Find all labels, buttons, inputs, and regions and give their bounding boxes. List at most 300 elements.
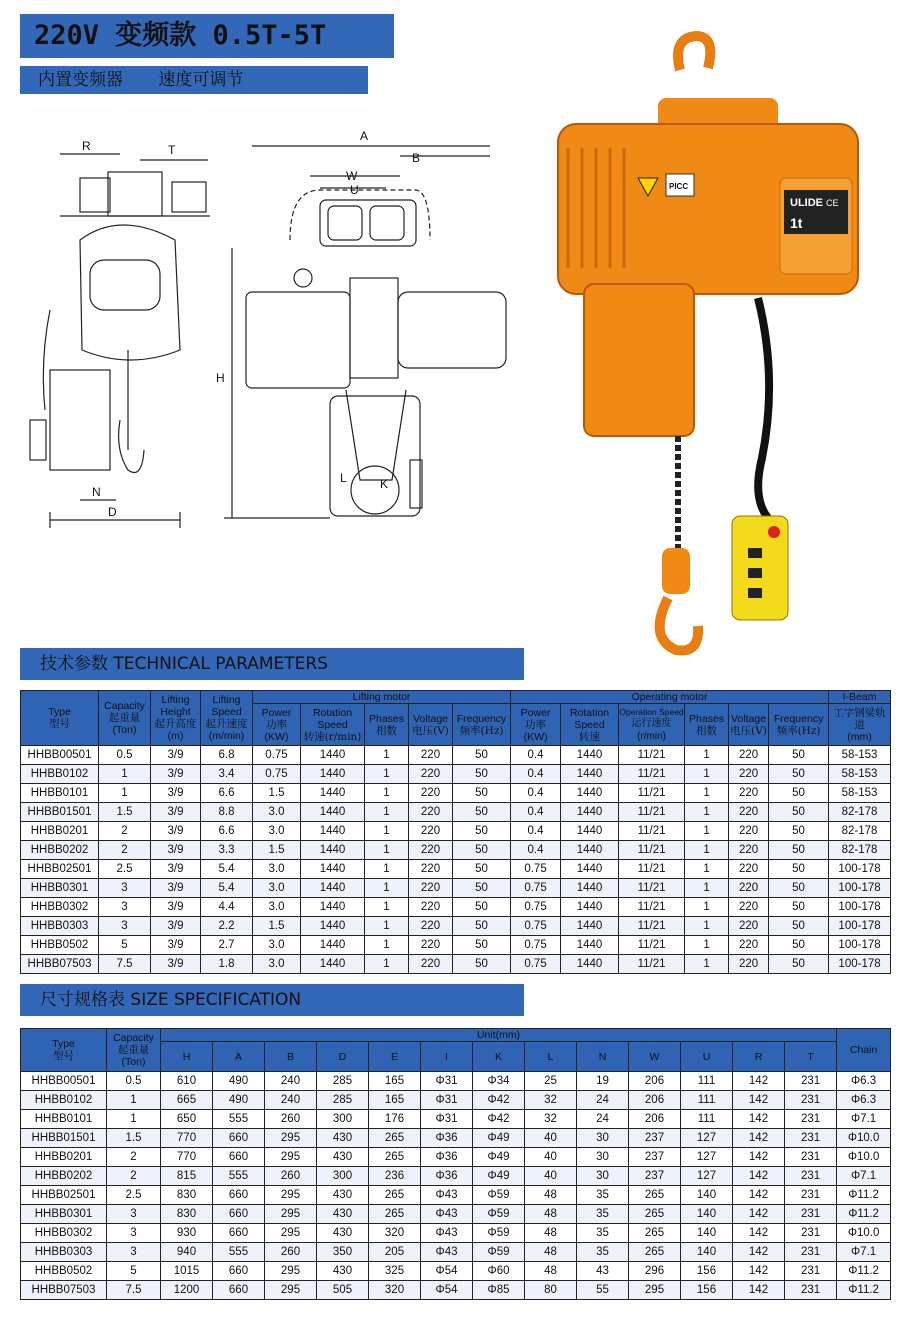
table-cell: 111	[681, 1091, 733, 1110]
table-cell: 231	[785, 1281, 837, 1300]
table-cell: 430	[317, 1262, 369, 1281]
table-cell: 142	[733, 1281, 785, 1300]
table-cell: 3/9	[151, 803, 201, 822]
table-cell: 295	[265, 1186, 317, 1205]
table-cell: 142	[733, 1129, 785, 1148]
table-cell: Φ11.2	[837, 1262, 891, 1281]
table-cell: 1.5	[107, 1129, 161, 1148]
table-cell: 231	[785, 1091, 837, 1110]
col-op-frequency: Frequency 频率(Hz)	[769, 704, 829, 746]
table-row	[21, 746, 891, 765]
col-type: Type 型号	[21, 691, 99, 746]
table-cell: 50	[453, 898, 511, 917]
table-cell: HHBB02501	[21, 860, 99, 879]
tech-section-title: 技术参数 TECHNICAL PARAMETERS	[20, 648, 524, 680]
table-cell: 50	[769, 860, 829, 879]
table-cell: 295	[265, 1262, 317, 1281]
table-cell: 1.5	[253, 784, 301, 803]
size-dim-header: L	[525, 1042, 577, 1072]
table-cell: 11/21	[619, 936, 685, 955]
table-cell: 24	[577, 1110, 629, 1129]
table-cell: Φ31	[421, 1110, 473, 1129]
table-cell: 3/9	[151, 936, 201, 955]
size-dim-header: R	[733, 1042, 785, 1072]
table-cell: 505	[317, 1281, 369, 1300]
table-cell: 265	[629, 1205, 681, 1224]
table-cell: 295	[265, 1205, 317, 1224]
table-cell: HHBB07503	[21, 955, 99, 974]
table-cell: 237	[629, 1167, 681, 1186]
table-cell: HHBB0303	[21, 1243, 107, 1262]
table-cell: 100-178	[829, 917, 891, 936]
table-cell: HHBB0301	[21, 1205, 107, 1224]
table-cell: 3/9	[151, 879, 201, 898]
table-cell: 1440	[301, 765, 365, 784]
table-cell: 1440	[301, 898, 365, 917]
table-cell: 231	[785, 1148, 837, 1167]
table-cell: 3.0	[253, 879, 301, 898]
table-cell: 50	[769, 746, 829, 765]
table-row	[21, 841, 891, 860]
table-cell: 3.4	[201, 765, 253, 784]
table-cell: 1200	[161, 1281, 213, 1300]
table-cell: Φ36	[421, 1129, 473, 1148]
table-cell: 100-178	[829, 936, 891, 955]
table-cell: 1	[365, 879, 409, 898]
table-cell: 1440	[301, 936, 365, 955]
label-N: N	[92, 485, 101, 499]
table-cell: 142	[733, 1224, 785, 1243]
table-cell: 660	[213, 1148, 265, 1167]
table-cell: 142	[733, 1167, 785, 1186]
table-cell: 1440	[301, 955, 365, 974]
table-cell: 7.5	[99, 955, 151, 974]
table-cell: 220	[409, 765, 453, 784]
subtitle-right: 速度可调节	[158, 70, 244, 90]
col-op-speed: Operation Speed 运行速度 (r/min)	[619, 704, 685, 746]
col-op-power: Power 功率 (KW)	[511, 704, 561, 746]
table-cell: 0.4	[511, 746, 561, 765]
table-cell: 50	[769, 898, 829, 917]
table-cell: HHBB00501	[21, 746, 99, 765]
table-cell: Φ7.1	[837, 1167, 891, 1186]
table-cell: 1	[365, 860, 409, 879]
table-cell: 55	[577, 1281, 629, 1300]
table-cell: 5	[107, 1262, 161, 1281]
table-cell: 1440	[561, 898, 619, 917]
table-cell: 260	[265, 1110, 317, 1129]
table-cell: Φ7.1	[837, 1243, 891, 1262]
table-cell: Φ54	[421, 1262, 473, 1281]
table-cell: 320	[369, 1281, 421, 1300]
table-cell: 3/9	[151, 822, 201, 841]
table-cell: 50	[453, 936, 511, 955]
table-cell: 295	[265, 1224, 317, 1243]
table-cell: 231	[785, 1243, 837, 1262]
label-B: B	[412, 151, 421, 165]
table-cell: 1440	[561, 936, 619, 955]
table-cell: Φ11.2	[837, 1205, 891, 1224]
table-row	[21, 1281, 891, 1300]
table-cell: Φ7.1	[837, 1110, 891, 1129]
table-cell: 430	[317, 1186, 369, 1205]
table-cell: 220	[409, 803, 453, 822]
table-cell: 142	[733, 1186, 785, 1205]
table-cell: 940	[161, 1243, 213, 1262]
table-cell: 770	[161, 1129, 213, 1148]
table-cell: 0.75	[511, 879, 561, 898]
table-cell: 1440	[301, 879, 365, 898]
table-row	[21, 1072, 891, 1091]
table-cell: HHBB0201	[21, 1148, 107, 1167]
table-cell: 660	[213, 1224, 265, 1243]
table-cell: 100-178	[829, 860, 891, 879]
table-cell: 1	[365, 955, 409, 974]
table-cell: 1	[685, 765, 729, 784]
table-cell: HHBB0101	[21, 1110, 107, 1129]
table-cell: 5	[99, 936, 151, 955]
table-cell: 58-153	[829, 746, 891, 765]
table-cell: 30	[577, 1167, 629, 1186]
table-cell: 48	[525, 1224, 577, 1243]
table-cell: 0.75	[511, 898, 561, 917]
table-cell: 296	[629, 1262, 681, 1281]
table-cell: HHBB0302	[21, 898, 99, 917]
table-cell: 265	[629, 1186, 681, 1205]
table-cell: 3.0	[253, 898, 301, 917]
table-row	[21, 1148, 891, 1167]
table-cell: 1440	[561, 860, 619, 879]
table-cell: Φ10.0	[837, 1224, 891, 1243]
brand-label: ULIDE	[790, 197, 823, 209]
table-row	[21, 1243, 891, 1262]
table-cell: 815	[161, 1167, 213, 1186]
table-row	[21, 879, 891, 898]
table-cell: 1.8	[201, 955, 253, 974]
table-cell: Φ59	[473, 1224, 525, 1243]
table-cell: Φ43	[421, 1243, 473, 1262]
size-dim-header: D	[317, 1042, 369, 1072]
table-cell: 220	[729, 841, 769, 860]
table-cell: 220	[729, 898, 769, 917]
table-cell: 220	[409, 784, 453, 803]
table-cell: 220	[729, 746, 769, 765]
table-cell: 140	[681, 1186, 733, 1205]
table-cell: 0.75	[511, 955, 561, 974]
label-R: R	[82, 139, 91, 153]
table-cell: 50	[769, 936, 829, 955]
page-title: 220V 变频款 0.5T-5T	[20, 14, 394, 58]
table-cell: 206	[629, 1091, 681, 1110]
table-cell: 140	[681, 1205, 733, 1224]
size-col-capacity: Capacity 起重量 (Ton)	[107, 1029, 161, 1072]
table-cell: HHBB0303	[21, 917, 99, 936]
table-cell: 11/21	[619, 803, 685, 822]
table-cell: 7.5	[107, 1281, 161, 1300]
table-cell: 111	[681, 1072, 733, 1091]
ce-label: CE	[826, 198, 839, 208]
table-cell: 240	[265, 1072, 317, 1091]
table-cell: 1440	[561, 746, 619, 765]
label-A: A	[360, 129, 369, 143]
table-cell: Φ43	[421, 1186, 473, 1205]
table-cell: 140	[681, 1224, 733, 1243]
table-cell: 1	[107, 1110, 161, 1129]
table-cell: 660	[213, 1186, 265, 1205]
table-cell: Φ59	[473, 1205, 525, 1224]
table-cell: 50	[453, 860, 511, 879]
table-cell: 1440	[301, 822, 365, 841]
col-speed: Lifting Speed 起升速度 (m/min)	[201, 691, 253, 746]
table-cell: Φ59	[473, 1243, 525, 1262]
table-row	[21, 1205, 891, 1224]
table-cell: 1.5	[253, 841, 301, 860]
table-cell: 265	[369, 1205, 421, 1224]
col-height: Lifting Height 起升高度 (m)	[151, 691, 201, 746]
table-row	[21, 822, 891, 841]
table-cell: 325	[369, 1262, 421, 1281]
table-cell: 1	[685, 803, 729, 822]
table-row	[21, 1262, 891, 1281]
table-cell: 220	[409, 746, 453, 765]
table-cell: 430	[317, 1148, 369, 1167]
table-cell: 220	[729, 803, 769, 822]
capacity-label: 1t	[790, 215, 803, 231]
table-cell: 3.0	[253, 955, 301, 974]
table-row	[21, 765, 891, 784]
table-cell: 165	[369, 1072, 421, 1091]
table-cell: HHBB0502	[21, 1262, 107, 1281]
table-cell: 231	[785, 1129, 837, 1148]
table-cell: 11/21	[619, 784, 685, 803]
table-cell: 142	[733, 1091, 785, 1110]
table-cell: 555	[213, 1110, 265, 1129]
table-cell: 100-178	[829, 955, 891, 974]
table-row	[21, 898, 891, 917]
table-cell: 1	[107, 1091, 161, 1110]
table-cell: 127	[681, 1148, 733, 1167]
table-cell: 1.5	[99, 803, 151, 822]
table-cell: 0.4	[511, 822, 561, 841]
table-cell: 3.0	[253, 860, 301, 879]
table-cell: 231	[785, 1186, 837, 1205]
table-cell: 830	[161, 1186, 213, 1205]
table-cell: 285	[317, 1072, 369, 1091]
technical-parameters-table	[20, 690, 891, 974]
table-cell: 205	[369, 1243, 421, 1262]
table-cell: HHBB0302	[21, 1224, 107, 1243]
table-cell: 1440	[561, 917, 619, 936]
table-cell: 1	[685, 746, 729, 765]
table-cell: 0.75	[511, 860, 561, 879]
table-cell: 1	[685, 841, 729, 860]
table-cell: 3/9	[151, 746, 201, 765]
size-dim-header: A	[213, 1042, 265, 1072]
table-cell: 50	[453, 879, 511, 898]
table-cell: 295	[265, 1129, 317, 1148]
table-cell: Φ6.3	[837, 1091, 891, 1110]
table-cell: HHBB0202	[21, 841, 99, 860]
table-cell: 35	[577, 1186, 629, 1205]
table-cell: 50	[453, 784, 511, 803]
table-cell: Φ31	[421, 1072, 473, 1091]
table-cell: HHBB0102	[21, 765, 99, 784]
table-cell: 0.75	[511, 917, 561, 936]
table-cell: 295	[265, 1281, 317, 1300]
table-cell: 142	[733, 1262, 785, 1281]
table-cell: 142	[733, 1243, 785, 1262]
col-rotation: Rotation Speed 转速(r/min)	[301, 704, 365, 746]
table-cell: 220	[409, 822, 453, 841]
table-cell: 220	[729, 765, 769, 784]
table-cell: 35	[577, 1243, 629, 1262]
label-T: T	[168, 143, 176, 157]
table-cell: 1440	[301, 860, 365, 879]
table-cell: 0.4	[511, 784, 561, 803]
table-cell: 142	[733, 1072, 785, 1091]
table-cell: 220	[729, 936, 769, 955]
size-section-title: 尺寸规格表 SIZE SPECIFICATION	[20, 984, 524, 1016]
table-cell: 265	[629, 1243, 681, 1262]
size-dim-header: U	[681, 1042, 733, 1072]
table-cell: 50	[453, 822, 511, 841]
table-cell: 1	[365, 841, 409, 860]
col-op-phases: Phases 相数	[685, 704, 729, 746]
table-cell: 48	[525, 1205, 577, 1224]
table-cell: 660	[213, 1281, 265, 1300]
table-cell: 0.75	[253, 746, 301, 765]
table-cell: 220	[729, 917, 769, 936]
table-cell: 127	[681, 1129, 733, 1148]
table-cell: Φ59	[473, 1186, 525, 1205]
size-col-chain: Chain	[837, 1029, 891, 1072]
table-row	[21, 936, 891, 955]
col-op-voltage: Voltage 电压(V)	[729, 704, 769, 746]
table-cell: 3	[99, 898, 151, 917]
table-cell: 11/21	[619, 765, 685, 784]
label-U: U	[350, 183, 359, 197]
table-cell: 231	[785, 1072, 837, 1091]
col-voltage: Voltage 电压(V)	[409, 704, 453, 746]
col-op-rotation: Rotation Speed 转速	[561, 704, 619, 746]
table-cell: 30	[577, 1148, 629, 1167]
table-cell: Φ6.3	[837, 1072, 891, 1091]
table-cell: 206	[629, 1072, 681, 1091]
table-cell: 265	[369, 1148, 421, 1167]
table-cell: 11/21	[619, 841, 685, 860]
table-cell: 3	[99, 879, 151, 898]
dimension-drawing	[20, 120, 520, 540]
table-cell: 3/9	[151, 898, 201, 917]
table-cell: 260	[265, 1167, 317, 1186]
table-cell: 1	[365, 784, 409, 803]
table-cell: 82-178	[829, 822, 891, 841]
table-cell: HHBB0201	[21, 822, 99, 841]
hoist-photo	[548, 28, 868, 660]
table-cell: 0.75	[511, 936, 561, 955]
table-cell: HHBB02501	[21, 1186, 107, 1205]
table-cell: 3/9	[151, 841, 201, 860]
table-cell: 40	[525, 1129, 577, 1148]
table-cell: 237	[629, 1129, 681, 1148]
table-cell: 3.0	[253, 822, 301, 841]
table-cell: 8.8	[201, 803, 253, 822]
table-cell: Φ11.2	[837, 1281, 891, 1300]
table-cell: 1	[685, 879, 729, 898]
table-cell: 300	[317, 1167, 369, 1186]
table-cell: 660	[213, 1129, 265, 1148]
table-cell: 2	[107, 1148, 161, 1167]
size-dim-header: H	[161, 1042, 213, 1072]
table-cell: 1	[685, 784, 729, 803]
table-cell: 1	[685, 822, 729, 841]
table-cell: 350	[317, 1243, 369, 1262]
size-dim-header: I	[421, 1042, 473, 1072]
table-cell: 100-178	[829, 879, 891, 898]
table-row	[21, 1167, 891, 1186]
table-cell: 430	[317, 1224, 369, 1243]
table-cell: 3.3	[201, 841, 253, 860]
table-cell: 3	[107, 1205, 161, 1224]
table-cell: 1440	[561, 765, 619, 784]
table-cell: 11/21	[619, 917, 685, 936]
table-cell: 1	[365, 822, 409, 841]
table-cell: 0.5	[107, 1072, 161, 1091]
table-row	[21, 955, 891, 974]
table-cell: 50	[769, 841, 829, 860]
table-cell: 220	[409, 898, 453, 917]
picc-label: PICC	[669, 182, 689, 191]
col-ibeam-sub: 工字钢梁轨道 (mm)	[829, 704, 891, 746]
table-cell: 24	[577, 1091, 629, 1110]
group-operating-motor: Operating motor	[511, 691, 829, 704]
table-cell: 0.4	[511, 803, 561, 822]
table-cell: 0.75	[253, 765, 301, 784]
table-cell: 50	[453, 955, 511, 974]
table-cell: 285	[317, 1091, 369, 1110]
table-cell: 1440	[561, 879, 619, 898]
table-cell: 3/9	[151, 765, 201, 784]
table-cell: 11/21	[619, 898, 685, 917]
table-cell: 555	[213, 1243, 265, 1262]
table-cell: 50	[769, 822, 829, 841]
table-cell: 220	[729, 822, 769, 841]
table-row	[21, 1091, 891, 1110]
table-cell: 265	[369, 1129, 421, 1148]
table-cell: 50	[769, 765, 829, 784]
table-cell: HHBB0202	[21, 1167, 107, 1186]
table-cell: 830	[161, 1205, 213, 1224]
table-cell: 1	[685, 936, 729, 955]
table-cell: 11/21	[619, 860, 685, 879]
size-dim-header: W	[629, 1042, 681, 1072]
table-cell: 48	[525, 1186, 577, 1205]
table-cell: 220	[729, 860, 769, 879]
table-cell: 43	[577, 1262, 629, 1281]
table-cell: 0.5	[99, 746, 151, 765]
table-cell: 142	[733, 1110, 785, 1129]
table-cell: 1440	[301, 917, 365, 936]
table-cell: HHBB0101	[21, 784, 99, 803]
table-cell: 32	[525, 1110, 577, 1129]
table-cell: 265	[629, 1224, 681, 1243]
table-cell: 3	[99, 917, 151, 936]
table-cell: HHBB0102	[21, 1091, 107, 1110]
table-cell: 220	[409, 955, 453, 974]
table-cell: 1	[685, 860, 729, 879]
table-cell: 1015	[161, 1262, 213, 1281]
table-cell: 320	[369, 1224, 421, 1243]
